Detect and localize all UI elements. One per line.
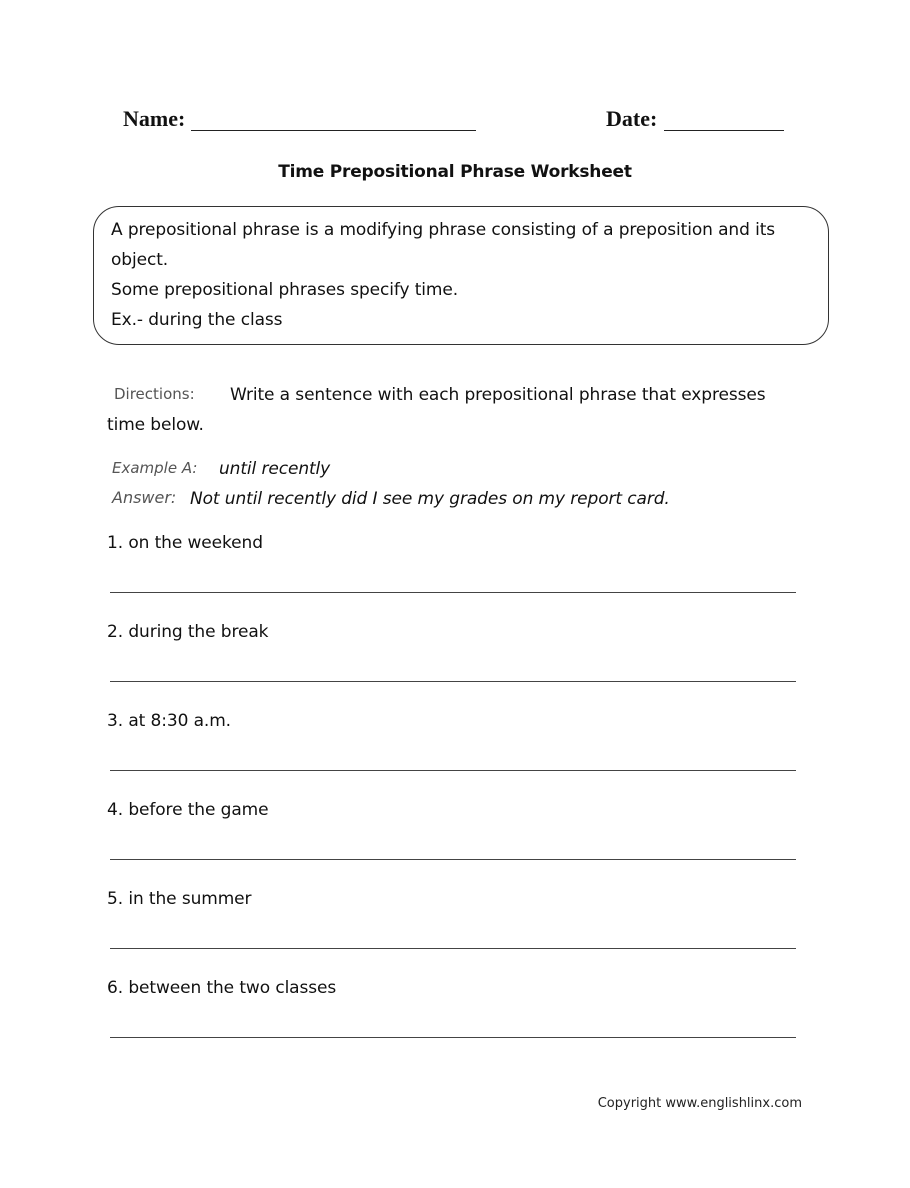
item-4-prompt: 4. before the game <box>107 800 269 820</box>
item-5-prompt: 5. in the summer <box>107 889 252 909</box>
name-label: Name: <box>123 106 186 131</box>
example-label: Example A: <box>112 459 198 477</box>
item-4-answer-line[interactable] <box>110 859 796 860</box>
item-6-prompt: 6. between the two classes <box>107 978 337 998</box>
item-3-prompt: 3. at 8:30 a.m. <box>107 711 231 731</box>
item-6-answer-line[interactable] <box>110 1037 796 1038</box>
directions-text-2: time below. <box>107 415 204 435</box>
definition-line-2: object. <box>111 250 169 270</box>
directions-text-1: Write a sentence with each prepositional phrase that expresses <box>230 385 766 405</box>
item-3-answer-line[interactable] <box>110 770 796 771</box>
example-phrase: until recently <box>219 459 331 479</box>
directions-label: Directions: <box>114 385 195 403</box>
item-2-prompt: 2. during the break <box>107 622 269 642</box>
definition-example: Ex.- during the class <box>111 310 283 330</box>
name-field[interactable] <box>191 130 476 131</box>
item-1-answer-line[interactable] <box>110 592 796 593</box>
item-5-answer-line[interactable] <box>110 948 796 949</box>
definition-line-3: Some prepositional phrases specify time. <box>111 280 459 300</box>
answer-text: Not until recently did I see my grades on my report card. <box>190 489 670 509</box>
worksheet-title: Time Prepositional Phrase Worksheet <box>278 162 632 182</box>
copyright-footer: Copyright www.englishlinx.com <box>597 1096 802 1111</box>
definition-line-1: A prepositional phrase is a modifying phrase consisting of a preposition and its <box>111 220 776 240</box>
item-2-answer-line[interactable] <box>110 681 796 682</box>
date-field[interactable] <box>664 130 784 131</box>
answer-label: Answer: <box>112 488 177 507</box>
date-label: Date: <box>606 106 658 131</box>
item-1-prompt: 1. on the weekend <box>107 533 263 553</box>
